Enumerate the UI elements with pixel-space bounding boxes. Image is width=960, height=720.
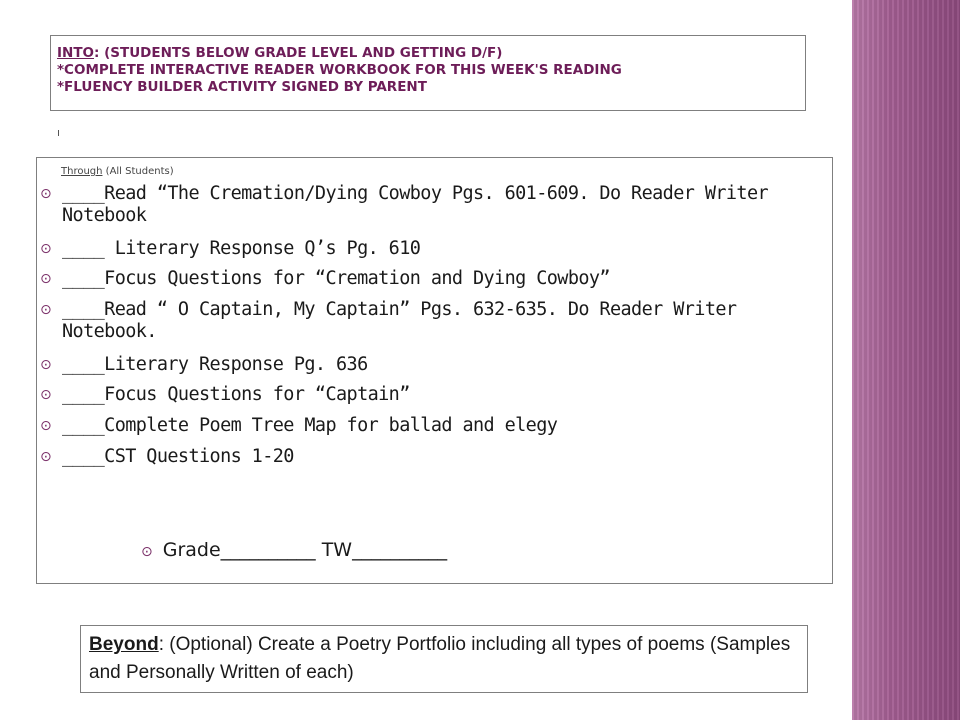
circle-bullet-icon: ⊙ <box>40 449 52 465</box>
circle-bullet-icon: ⊙ <box>40 241 52 257</box>
grade-text: Grade__________ TW__________ <box>162 539 448 561</box>
circle-bullet-icon: ⊙ <box>40 186 52 202</box>
circle-bullet-icon: ⊙ <box>40 357 52 373</box>
stray-mark <box>58 130 59 136</box>
task-text: ____Read “The Cremation/Dying Cowboy Pgs. 601-609. Do Reader Writer Notebook <box>62 183 769 226</box>
circle-bullet-icon: ⊙ <box>40 271 52 287</box>
beyond-box <box>80 625 808 693</box>
task-text: ____Complete Poem Tree Map for ballad and elegy <box>62 415 558 436</box>
into-label: INTO <box>57 45 95 61</box>
beyond-text: : (Optional) Create a Poetry Portfolio including all types of poems (Samples and Personally Written of each) <box>89 634 791 683</box>
grade-line <box>141 539 447 561</box>
through-heading-rest: (All Students) <box>102 166 174 177</box>
through-box <box>36 157 833 584</box>
through-label: Through <box>61 166 103 177</box>
task-text: ____ Literary Response Q’s Pg. 610 <box>62 238 421 259</box>
through-heading <box>61 166 174 177</box>
circle-bullet-icon: ⊙ <box>141 544 153 560</box>
beyond-label: Beyond <box>89 634 159 655</box>
into-item-workbook: *COMPLETE INTERACTIVE READER WORKBOOK FOR THIS WEEK'S READING <box>57 62 622 78</box>
task-text: ____Focus Questions for “Cremation and Dying Cowboy” <box>62 268 610 289</box>
task-text: ____Read “ O Captain, My Captain” Pgs. 632-635. Do Reader Writer Notebook. <box>62 299 737 342</box>
into-item-fluency: *FLUENCY BUILDER ACTIVITY SIGNED BY PARENT <box>57 79 427 95</box>
into-heading-rest: : (STUDENTS BELOW GRADE LEVEL AND GETTING D/F) <box>94 45 503 61</box>
task-text: ____Focus Questions for “Captain” <box>62 384 410 405</box>
into-heading <box>57 45 799 62</box>
circle-bullet-icon: ⊙ <box>40 418 52 434</box>
circle-bullet-icon: ⊙ <box>40 387 52 403</box>
task-text: ____Literary Response Pg. 636 <box>62 354 368 375</box>
task-text: ____CST Questions 1-20 <box>62 446 294 467</box>
into-box <box>50 35 806 111</box>
circle-bullet-icon: ⊙ <box>40 302 52 318</box>
decorative-sidebar <box>852 0 960 720</box>
